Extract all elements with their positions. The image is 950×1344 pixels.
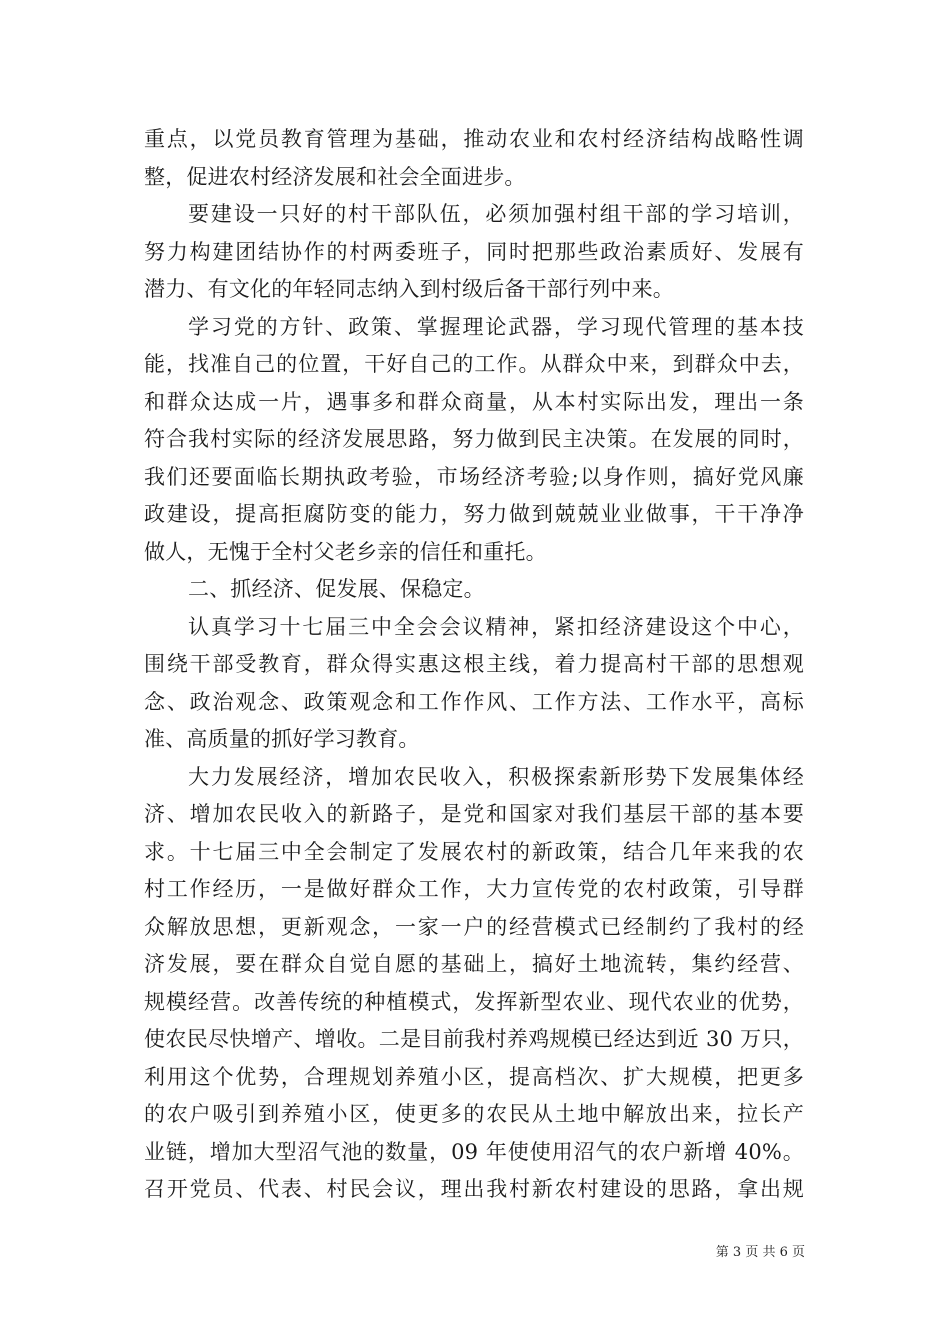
- text-line: 认真学习十七届三中全会会议精神，紧扣经济建设这个中心，: [188, 614, 804, 639]
- text-line: 大力发展经济，增加农民收入，积极探索新形势下发展集体经: [188, 764, 804, 789]
- text-line: 利用这个优势，合理规划养殖小区，提高档次、扩大规模，把更多: [144, 1064, 804, 1089]
- text-line: 使农民尽快增产、增收。二是目前我村养鸡规模已经达到近 30 万只，: [144, 1027, 804, 1051]
- text-line: 围绕干部受教育，群众得实惠这根主线，着力提高村干部的思想观: [144, 652, 804, 676]
- document-body: [144, 121, 804, 1209]
- text-line: 的农户吸引到养殖小区，使更多的农民从土地中解放出来，拉长产: [144, 1102, 804, 1126]
- text-line: 求。十七届三中全会制定了发展农村的新政策，结合几年来我的农: [144, 839, 804, 864]
- text-line: 村工作经历，一是做好群众工作，大力宣传党的农村政策，引导群: [144, 877, 804, 901]
- text-line: 政建设，提高拒腐防变的能力，努力做到兢兢业业做事，干干净净: [144, 502, 804, 526]
- text-line: 众解放思想，更新观念，一家一户的经营模式已经制约了我村的经: [144, 914, 804, 939]
- text-line: 规模经营。改善传统的种植模式，发挥新型农业、现代农业的优势，: [144, 989, 804, 1014]
- text-line: 二、抓经济、促发展、保稳定。: [188, 577, 485, 601]
- text-line: 符合我村实际的经济发展思路，努力做到民主决策。在发展的同时，: [144, 427, 804, 451]
- text-line: 整，促进农村经济发展和社会全面进步。: [144, 164, 526, 189]
- text-line: 业链，增加大型沼气池的数量，09 年使使用沼气的农户新增 40%。: [144, 1139, 804, 1164]
- text-line: 潜力、有文化的年轻同志纳入到村级后备干部行列中来。: [144, 277, 674, 301]
- text-line: 努力构建团结协作的村两委班子，同时把那些政治素质好、发展有: [144, 239, 804, 264]
- text-line: 能，找准自己的位置，干好自己的工作。从群众中来，到群众中去，: [144, 352, 804, 376]
- text-line: 济发展，要在群众自觉自愿的基础上，搞好土地流转，集约经营、: [144, 952, 804, 976]
- text-line: 召开党员、代表、村民会议，理出我村新农村建设的思路，拿出规: [144, 1177, 804, 1201]
- text-line: 和群众达成一片，遇事多和群众商量，从本村实际出发，理出一条: [144, 389, 804, 414]
- text-line: 做人，无愧于全村父老乡亲的信任和重托。: [144, 539, 547, 564]
- text-line: 要建设一只好的村干部队伍，必须加强村组干部的学习培训，: [188, 202, 804, 226]
- text-line: 重点，以党员教育管理为基础，推动农业和农村经济结构战略性调: [144, 127, 804, 151]
- text-line: 准、高质量的抓好学习教育。: [144, 727, 420, 751]
- text-line: 学习党的方针、政策、掌握理论武器，学习现代管理的基本技: [188, 314, 804, 339]
- page-number: 第 3 页 共 6 页: [715, 1245, 805, 1260]
- text-line: 济、增加农民收入的新路子，是党和国家对我们基层干部的基本要: [144, 802, 804, 826]
- text-line: 念、政治观念、政策观念和工作作风、工作方法、工作水平，高标: [144, 689, 804, 714]
- text-line: 我们还要面临长期执政考验，市场经济考验;以身作则，搞好党风廉: [144, 464, 804, 489]
